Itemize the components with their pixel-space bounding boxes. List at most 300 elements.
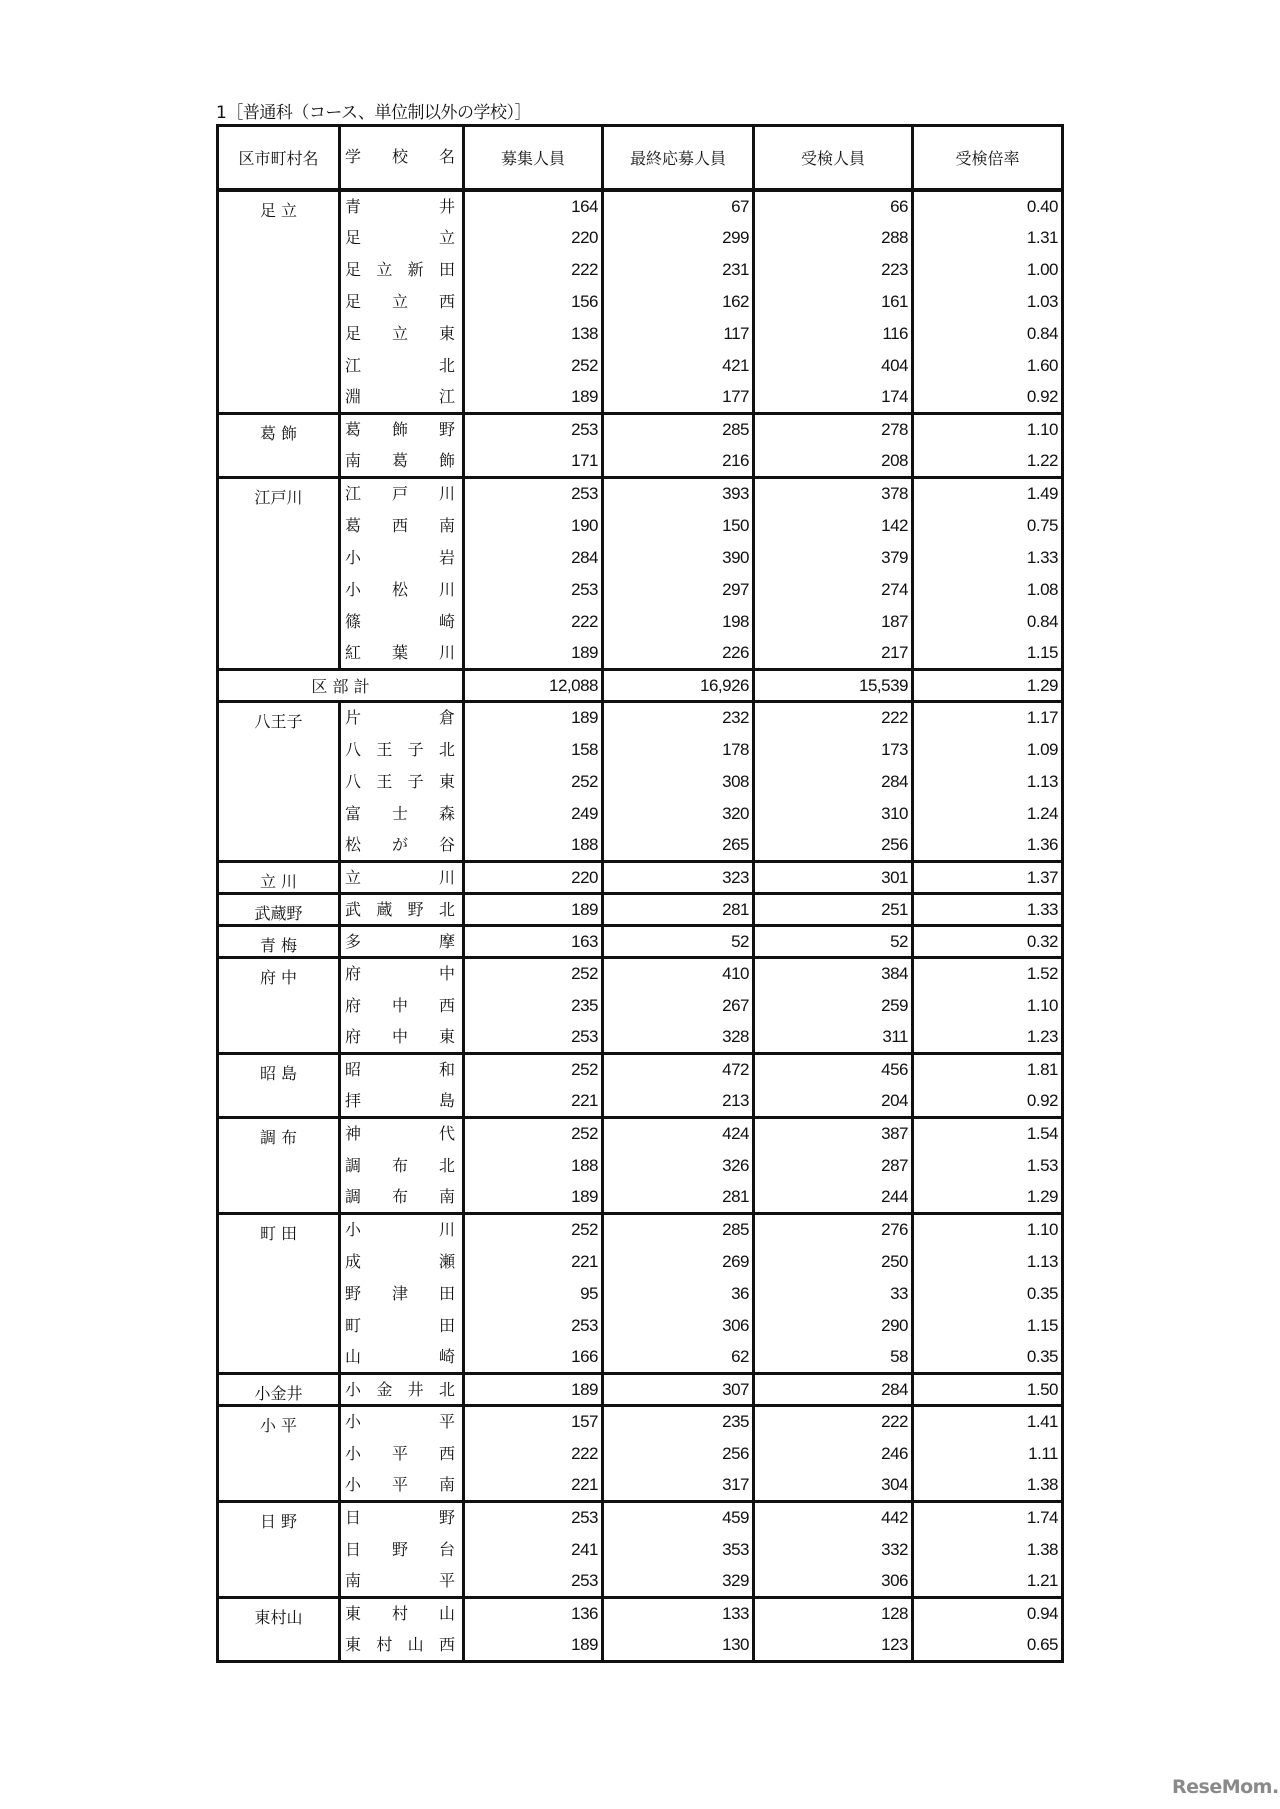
cell-ratio: 1.13 — [913, 766, 1063, 798]
cell-ratio: 1.13 — [913, 1246, 1063, 1278]
cell-recruit: 189 — [464, 894, 603, 926]
cell-applicants: 390 — [603, 542, 754, 574]
cell-examinees: 379 — [754, 542, 913, 574]
cell-applicants: 162 — [603, 286, 754, 318]
cell-ratio: 1.15 — [913, 638, 1063, 670]
cell-applicants: 62 — [603, 1342, 754, 1374]
page-title: 1［普通科（コース、単位制以外の学校）］ — [216, 103, 531, 123]
table-row — [218, 1150, 1063, 1182]
cell-ratio: 0.84 — [913, 318, 1063, 350]
district-name: 昭 島 — [218, 1054, 340, 1118]
cell-recruit: 189 — [464, 638, 603, 670]
cell-recruit: 188 — [464, 1150, 603, 1182]
cell-ratio: 1.36 — [913, 830, 1063, 862]
school-cell — [340, 414, 487, 446]
table-row — [218, 222, 1063, 254]
school-name: 足立 — [345, 227, 534, 247]
school-name: 多摩 — [345, 931, 534, 951]
cell-recruit: 284 — [464, 542, 603, 574]
cell-applicants: 281 — [603, 894, 754, 926]
cell-ratio: 1.11 — [913, 1438, 1063, 1470]
cell-recruit: 253 — [464, 574, 603, 606]
cell-recruit: 189 — [464, 382, 603, 414]
cell-ratio: 0.35 — [913, 1278, 1063, 1310]
table-row — [218, 862, 1063, 894]
school-cell — [340, 958, 534, 990]
cell-examinees: 208 — [754, 446, 913, 478]
district-name: 葛 飾 — [218, 414, 340, 478]
table-row — [218, 1630, 1063, 1662]
table-row — [218, 1214, 1063, 1246]
school-cell — [340, 990, 487, 1022]
school-cell — [340, 1342, 534, 1374]
cell-applicants: 285 — [603, 1214, 754, 1246]
school-name: 江北 — [345, 355, 534, 375]
table-row — [218, 1470, 1063, 1502]
cell-applicants: 198 — [603, 606, 754, 638]
school-cell — [340, 766, 471, 798]
table-row — [218, 1310, 1063, 1342]
cell-applicants: 130 — [603, 1630, 754, 1662]
school-cell — [340, 1310, 534, 1342]
cell-applicants: 267 — [603, 990, 754, 1022]
school-name: 小岩 — [345, 547, 534, 567]
school-name: 足立東 — [345, 323, 487, 343]
cell-recruit: 252 — [464, 1118, 603, 1150]
header-examinees: 受検人員 — [754, 126, 913, 190]
table-row — [218, 414, 1063, 446]
school-name: 府中西 — [345, 995, 487, 1015]
cell-applicants: 297 — [603, 574, 754, 606]
cell-recruit: 166 — [464, 1342, 603, 1374]
school-name: 小平西 — [345, 1443, 487, 1463]
cell-applicants: 410 — [603, 958, 754, 990]
cell-applicants: 150 — [603, 510, 754, 542]
district-name: 府 中 — [218, 958, 340, 1054]
cell-recruit: 253 — [464, 1022, 603, 1054]
school-name: 南平 — [345, 1570, 534, 1590]
cell-recruit: 220 — [464, 862, 603, 894]
school-cell — [340, 1438, 487, 1470]
subtotal-ratio: 1.29 — [913, 670, 1063, 702]
cell-ratio: 1.38 — [913, 1470, 1063, 1502]
cell-applicants: 393 — [603, 478, 754, 510]
school-name: 日野 — [345, 1508, 534, 1528]
school-name: 東村山西 — [345, 1634, 471, 1654]
school-name: 神代 — [345, 1124, 534, 1144]
district-name: 八王子 — [218, 702, 340, 862]
cell-examinees: 301 — [754, 862, 913, 894]
school-cell — [340, 478, 487, 510]
table-row — [218, 798, 1063, 830]
school-name: 葛飾野 — [345, 420, 487, 440]
cell-ratio: 1.03 — [913, 286, 1063, 318]
school-cell — [340, 1246, 534, 1278]
cell-ratio: 1.33 — [913, 894, 1063, 926]
cell-ratio: 0.32 — [913, 926, 1063, 958]
cell-applicants: 133 — [603, 1598, 754, 1630]
school-name: 足立新田 — [345, 259, 471, 279]
cell-applicants: 353 — [603, 1534, 754, 1566]
cell-ratio: 1.10 — [913, 990, 1063, 1022]
cell-recruit: 253 — [464, 1502, 603, 1534]
cell-ratio: 1.29 — [913, 1182, 1063, 1214]
cell-examinees: 187 — [754, 606, 913, 638]
cell-applicants: 231 — [603, 254, 754, 286]
cell-examinees: 58 — [754, 1342, 913, 1374]
cell-recruit: 171 — [464, 446, 603, 478]
cell-recruit: 235 — [464, 990, 603, 1022]
table-row — [218, 990, 1063, 1022]
school-cell — [340, 1566, 534, 1598]
school-cell — [340, 542, 534, 574]
school-cell — [340, 862, 534, 894]
cell-applicants: 256 — [603, 1438, 754, 1470]
school-name: 日野台 — [345, 1539, 487, 1559]
cell-ratio: 1.10 — [913, 1214, 1063, 1246]
cell-recruit: 252 — [464, 1214, 603, 1246]
school-cell — [340, 1118, 534, 1150]
table-row — [218, 478, 1063, 510]
school-name: 町田 — [345, 1315, 534, 1335]
cell-applicants: 177 — [603, 382, 754, 414]
table-row — [218, 734, 1063, 766]
cell-recruit: 252 — [464, 1054, 603, 1086]
school-name: 八王子東 — [345, 771, 471, 791]
cell-examinees: 304 — [754, 1470, 913, 1502]
cell-ratio: 1.24 — [913, 798, 1063, 830]
cell-examinees: 306 — [754, 1566, 913, 1598]
cell-examinees: 287 — [754, 1150, 913, 1182]
header-school-label: 学校名 — [345, 147, 487, 167]
cell-recruit: 222 — [464, 606, 603, 638]
table-row — [218, 350, 1063, 382]
header-school — [340, 126, 487, 190]
school-cell — [340, 446, 487, 478]
table-row — [218, 606, 1063, 638]
cell-examinees: 384 — [754, 958, 913, 990]
cell-ratio: 1.37 — [913, 862, 1063, 894]
cell-applicants: 226 — [603, 638, 754, 670]
cell-applicants: 235 — [603, 1406, 754, 1438]
table-row — [218, 1598, 1063, 1630]
cell-applicants: 326 — [603, 1150, 754, 1182]
resemom-logo: ReseMom. — [1172, 1776, 1279, 1798]
table-row — [218, 1566, 1063, 1598]
cell-ratio: 0.94 — [913, 1598, 1063, 1630]
school-name: 小平南 — [345, 1474, 487, 1494]
table-row — [218, 542, 1063, 574]
cell-recruit: 249 — [464, 798, 603, 830]
table-row — [218, 926, 1063, 958]
district-name: 日 野 — [218, 1502, 340, 1598]
cell-recruit: 252 — [464, 350, 603, 382]
cell-examinees: 123 — [754, 1630, 913, 1662]
header-recruit: 募集人員 — [464, 126, 603, 190]
cell-recruit: 189 — [464, 1630, 603, 1662]
cell-examinees: 256 — [754, 830, 913, 862]
cell-applicants: 421 — [603, 350, 754, 382]
cell-examinees: 161 — [754, 286, 913, 318]
cell-applicants: 213 — [603, 1086, 754, 1118]
cell-examinees: 278 — [754, 414, 913, 446]
cell-ratio: 0.65 — [913, 1630, 1063, 1662]
school-cell — [340, 1150, 487, 1182]
cell-examinees: 250 — [754, 1246, 913, 1278]
table-row — [218, 574, 1063, 606]
cell-applicants: 459 — [603, 1502, 754, 1534]
cell-recruit: 253 — [464, 478, 603, 510]
school-name: 野津田 — [345, 1283, 487, 1303]
school-cell — [340, 1406, 534, 1438]
district-name: 武蔵野 — [218, 894, 340, 926]
cell-applicants: 36 — [603, 1278, 754, 1310]
school-name: 成瀬 — [345, 1251, 534, 1271]
table-row — [218, 766, 1063, 798]
cell-examinees: 222 — [754, 1406, 913, 1438]
cell-examinees: 246 — [754, 1438, 913, 1470]
district-name: 小金井 — [218, 1374, 340, 1406]
cell-ratio: 1.31 — [913, 222, 1063, 254]
school-cell — [340, 382, 534, 414]
exam-ratio-table — [216, 124, 1064, 1663]
cell-examinees: 174 — [754, 382, 913, 414]
school-name: 武蔵野北 — [345, 899, 471, 919]
cell-recruit: 222 — [464, 1438, 603, 1470]
school-cell — [340, 1086, 534, 1118]
table-row — [218, 1342, 1063, 1374]
subtotal-row — [218, 670, 1063, 702]
district-name: 青 梅 — [218, 926, 340, 958]
school-name: 府中 — [345, 964, 534, 984]
cell-recruit: 221 — [464, 1470, 603, 1502]
school-name: 東村山 — [345, 1604, 487, 1624]
cell-ratio: 0.75 — [913, 510, 1063, 542]
cell-recruit: 241 — [464, 1534, 603, 1566]
cell-recruit: 138 — [464, 318, 603, 350]
cell-applicants: 281 — [603, 1182, 754, 1214]
table-row — [218, 1374, 1063, 1406]
cell-recruit: 189 — [464, 702, 603, 734]
cell-applicants: 320 — [603, 798, 754, 830]
cell-recruit: 163 — [464, 926, 603, 958]
header-row — [218, 126, 1063, 190]
table-row — [218, 1086, 1063, 1118]
district-name: 江戸川 — [218, 478, 340, 670]
cell-ratio: 1.08 — [913, 574, 1063, 606]
school-name: 富士森 — [345, 803, 487, 823]
cell-ratio: 0.40 — [913, 190, 1063, 222]
cell-ratio: 1.41 — [913, 1406, 1063, 1438]
cell-applicants: 265 — [603, 830, 754, 862]
table-row — [218, 1054, 1063, 1086]
cell-recruit: 221 — [464, 1246, 603, 1278]
school-cell — [340, 1470, 487, 1502]
cell-examinees: 387 — [754, 1118, 913, 1150]
school-name: 小平 — [345, 1412, 534, 1432]
school-cell — [340, 798, 487, 830]
cell-recruit: 222 — [464, 254, 603, 286]
school-name: 府中東 — [345, 1026, 487, 1046]
cell-applicants: 306 — [603, 1310, 754, 1342]
school-name: 立川 — [345, 867, 534, 887]
school-cell — [340, 318, 487, 350]
cell-examinees: 222 — [754, 702, 913, 734]
cell-ratio: 0.92 — [913, 382, 1063, 414]
district-name: 町 田 — [218, 1214, 340, 1374]
cell-ratio: 1.22 — [913, 446, 1063, 478]
cell-recruit: 156 — [464, 286, 603, 318]
subtotal-recruit: 12,088 — [464, 670, 603, 702]
cell-examinees: 378 — [754, 478, 913, 510]
table-row — [218, 830, 1063, 862]
school-cell — [340, 1182, 487, 1214]
table-row — [218, 382, 1063, 414]
cell-applicants: 317 — [603, 1470, 754, 1502]
subtotal-applicants: 16,926 — [603, 670, 754, 702]
school-cell — [340, 638, 487, 670]
cell-examinees: 66 — [754, 190, 913, 222]
cell-recruit: 220 — [464, 222, 603, 254]
cell-applicants: 285 — [603, 414, 754, 446]
school-name: 調布北 — [345, 1155, 487, 1175]
school-cell — [340, 1054, 534, 1086]
cell-examinees: 284 — [754, 1374, 913, 1406]
cell-applicants: 216 — [603, 446, 754, 478]
subtotal-label: 区 部 計 — [218, 670, 464, 702]
cell-applicants: 299 — [603, 222, 754, 254]
cell-ratio: 1.23 — [913, 1022, 1063, 1054]
cell-examinees: 251 — [754, 894, 913, 926]
cell-recruit: 189 — [464, 1182, 603, 1214]
cell-applicants: 308 — [603, 766, 754, 798]
cell-ratio: 1.74 — [913, 1502, 1063, 1534]
school-cell — [340, 510, 487, 542]
school-cell — [340, 350, 534, 382]
table-row — [218, 702, 1063, 734]
cell-applicants: 307 — [603, 1374, 754, 1406]
header-applicants: 最終応募人員 — [603, 126, 754, 190]
school-cell — [340, 1598, 487, 1630]
cell-applicants: 67 — [603, 190, 754, 222]
school-cell — [340, 606, 534, 638]
table-row — [218, 1406, 1063, 1438]
table-row — [218, 318, 1063, 350]
cell-recruit: 252 — [464, 766, 603, 798]
cell-ratio: 1.52 — [913, 958, 1063, 990]
cell-ratio: 1.15 — [913, 1310, 1063, 1342]
cell-examinees: 288 — [754, 222, 913, 254]
school-name: 八王子北 — [345, 739, 471, 759]
cell-ratio: 1.60 — [913, 350, 1063, 382]
table-row — [218, 1246, 1063, 1278]
table-row — [218, 254, 1063, 286]
cell-examinees: 274 — [754, 574, 913, 606]
school-cell — [340, 1534, 487, 1566]
cell-ratio: 1.21 — [913, 1566, 1063, 1598]
cell-ratio: 1.17 — [913, 702, 1063, 734]
school-cell — [340, 702, 534, 734]
cell-ratio: 1.50 — [913, 1374, 1063, 1406]
school-cell — [340, 734, 471, 766]
school-cell — [340, 1502, 534, 1534]
district-name: 小 平 — [218, 1406, 340, 1502]
cell-examinees: 116 — [754, 318, 913, 350]
school-name: 片倉 — [345, 708, 534, 728]
table-row — [218, 894, 1063, 926]
cell-examinees: 404 — [754, 350, 913, 382]
cell-ratio: 1.00 — [913, 254, 1063, 286]
table-row — [218, 1502, 1063, 1534]
school-cell — [340, 894, 471, 926]
school-cell — [340, 254, 471, 286]
cell-examinees: 223 — [754, 254, 913, 286]
table-row — [218, 1022, 1063, 1054]
cell-recruit: 189 — [464, 1374, 603, 1406]
cell-ratio: 1.38 — [913, 1534, 1063, 1566]
cell-examinees: 244 — [754, 1182, 913, 1214]
school-name: 拝島 — [345, 1090, 534, 1110]
table-row — [218, 1438, 1063, 1470]
cell-examinees: 456 — [754, 1054, 913, 1086]
cell-recruit: 158 — [464, 734, 603, 766]
cell-ratio: 0.92 — [913, 1086, 1063, 1118]
cell-recruit: 136 — [464, 1598, 603, 1630]
cell-applicants: 269 — [603, 1246, 754, 1278]
cell-recruit: 253 — [464, 414, 603, 446]
cell-recruit: 252 — [464, 958, 603, 990]
school-cell — [340, 574, 487, 606]
school-name: 昭和 — [345, 1060, 534, 1080]
school-name: 足立西 — [345, 291, 487, 311]
cell-ratio: 1.49 — [913, 478, 1063, 510]
cell-examinees: 284 — [754, 766, 913, 798]
table-row — [218, 1534, 1063, 1566]
table-row — [218, 1278, 1063, 1310]
school-name: 青井 — [345, 196, 534, 216]
cell-applicants: 323 — [603, 862, 754, 894]
district-name: 調 布 — [218, 1118, 340, 1214]
cell-applicants: 117 — [603, 318, 754, 350]
cell-ratio: 1.10 — [913, 414, 1063, 446]
cell-recruit: 221 — [464, 1086, 603, 1118]
cell-applicants: 472 — [603, 1054, 754, 1086]
district-name: 足 立 — [218, 190, 340, 414]
cell-examinees: 217 — [754, 638, 913, 670]
school-cell — [340, 222, 534, 254]
table-row — [218, 958, 1063, 990]
school-cell — [340, 1022, 487, 1054]
district-name: 東村山 — [218, 1598, 340, 1662]
cell-examinees: 276 — [754, 1214, 913, 1246]
cell-ratio: 1.81 — [913, 1054, 1063, 1086]
school-cell — [340, 286, 487, 318]
cell-examinees: 128 — [754, 1598, 913, 1630]
school-name: 調布南 — [345, 1186, 487, 1206]
table-row — [218, 190, 1063, 222]
cell-applicants: 329 — [603, 1566, 754, 1598]
cell-examinees: 204 — [754, 1086, 913, 1118]
school-name: 紅葉川 — [345, 642, 487, 662]
cell-examinees: 310 — [754, 798, 913, 830]
school-cell — [340, 926, 534, 958]
cell-ratio: 1.54 — [913, 1118, 1063, 1150]
cell-recruit: 253 — [464, 1566, 603, 1598]
cell-examinees: 259 — [754, 990, 913, 1022]
header-ratio: 受検倍率 — [913, 126, 1063, 190]
school-cell — [340, 1630, 471, 1662]
cell-ratio: 0.35 — [913, 1342, 1063, 1374]
